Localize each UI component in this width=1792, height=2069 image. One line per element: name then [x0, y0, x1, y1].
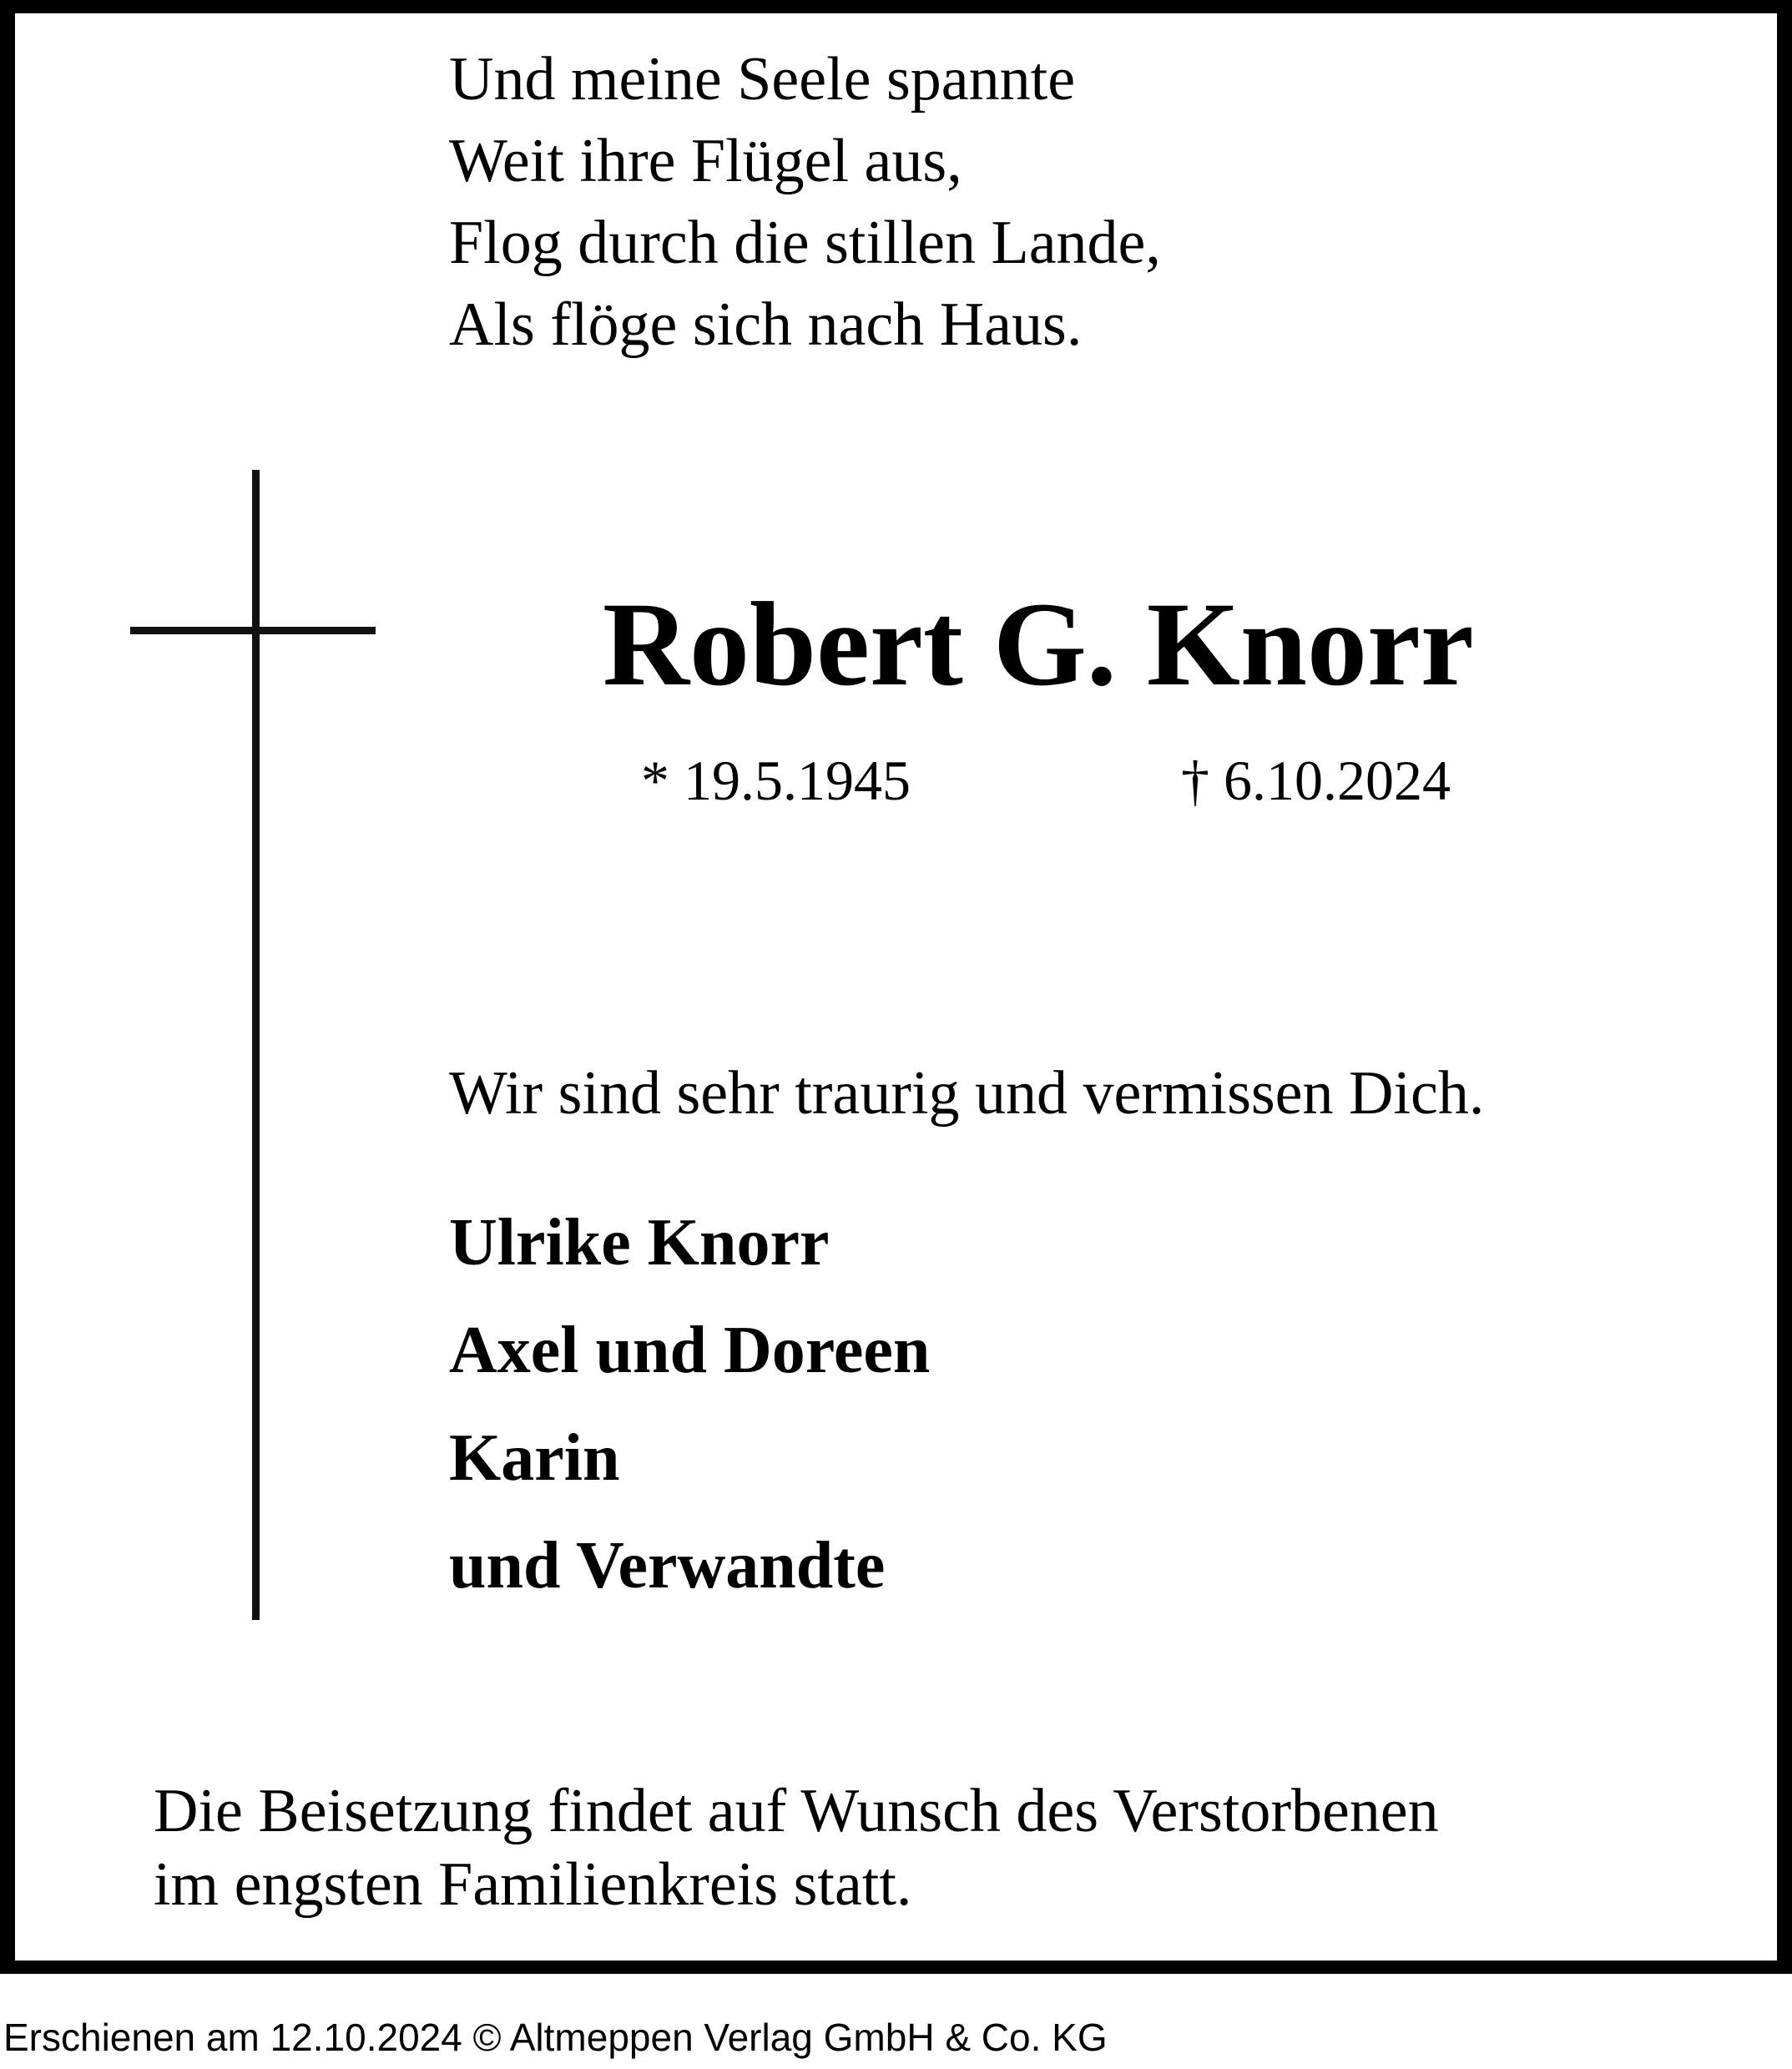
poem-line: Und meine Seele spannte [449, 45, 1076, 114]
burial-notice [154, 1774, 1439, 1921]
birth-date: * 19.5.1945 [641, 749, 911, 812]
mourners-list [449, 1189, 930, 1620]
deceased-name: Robert G. Knorr [603, 578, 1474, 711]
death-date: † 6.10.2024 [1181, 749, 1451, 812]
poem-line: Weit ihre Flügel aus, [449, 127, 962, 195]
cross-horizontal-bar [130, 627, 376, 634]
mourning-message: Wir sind sehr traurig und vermissen Dich. [449, 1059, 1485, 1128]
burial-notice-line: Die Beisetzung findet auf Wunsch des Verstorbenen [154, 1777, 1439, 1845]
mourner-name: Axel und Doreen [449, 1314, 931, 1387]
poem-line: Als flöge sich nach Haus. [449, 290, 1083, 359]
mourner-name: Karin [449, 1421, 620, 1495]
poem-line: Flog durch die stillen Lande, [449, 209, 1161, 277]
publication-footer: Erschienen am 12.10.2024 © Altmeppen Verlag GmbH & Co. KG [3, 2016, 1108, 2059]
cross-vertical-bar [252, 470, 260, 1620]
mourner-name: und Verwandte [449, 1529, 886, 1602]
burial-notice-line: im engsten Familienkreis statt. [154, 1850, 912, 1919]
mourner-name: Ulrike Knorr [449, 1206, 830, 1279]
poem [449, 38, 1161, 366]
